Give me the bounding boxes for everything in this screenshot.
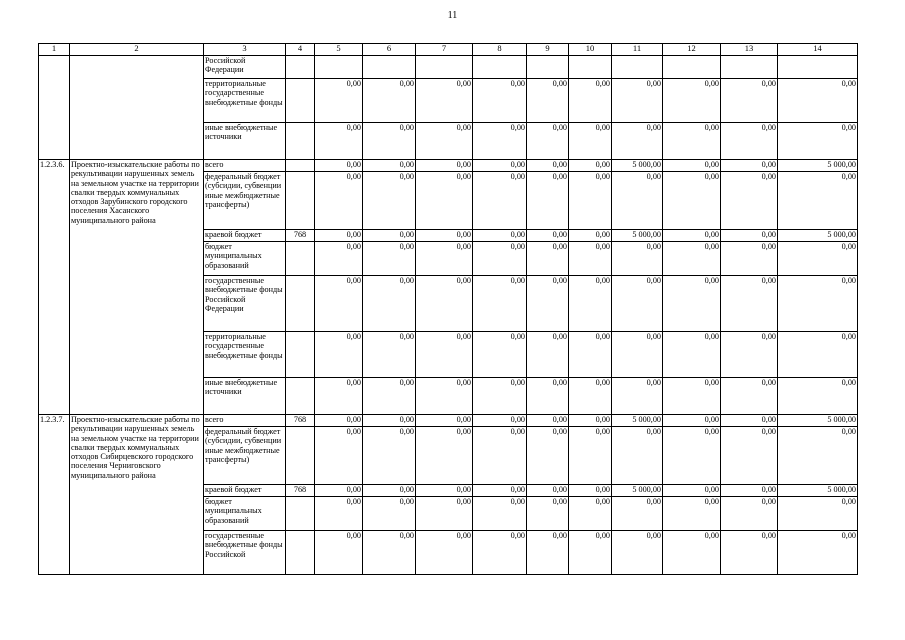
value-cell: 5 000,00 [778,485,858,497]
item-code-cell: 1.2.3.7. [39,415,70,575]
value-cell: 0,00 [663,160,721,172]
value-cell: 5 000,00 [612,485,663,497]
kbk-cell [286,378,315,415]
value-cell: 0,00 [663,485,721,497]
value-cell: 0,00 [473,332,527,378]
value-cell: 0,00 [363,485,416,497]
budget-table [38,43,858,575]
value-cell: 0,00 [527,79,569,123]
value-cell: 0,00 [527,172,569,230]
value-cell: 0,00 [778,276,858,332]
kbk-cell: 768 [286,230,315,242]
value-cell: 0,00 [416,242,473,276]
funding-source-cell: краевой бюджет [204,230,286,242]
value-cell: 0,00 [778,378,858,415]
value-cell: 0,00 [527,415,569,427]
value-cell: 0,00 [569,242,612,276]
value-cell: 0,00 [363,123,416,160]
value-cell: 0,00 [778,497,858,531]
value-cell: 0,00 [416,79,473,123]
value-cell: 0,00 [315,79,363,123]
value-cell: 0,00 [612,79,663,123]
value-cell: 0,00 [363,230,416,242]
funding-source-cell: всего [204,160,286,172]
value-cell: 0,00 [612,497,663,531]
funding-source-cell: иные внебюджетные источники [204,123,286,160]
value-cell: 0,00 [473,242,527,276]
value-cell [612,56,663,79]
kbk-cell [286,276,315,332]
value-cell: 0,00 [721,531,778,575]
value-cell: 0,00 [721,79,778,123]
value-cell: 0,00 [569,160,612,172]
value-cell: 5 000,00 [612,160,663,172]
value-cell [315,56,363,79]
value-cell: 0,00 [527,276,569,332]
value-cell: 5 000,00 [612,230,663,242]
value-cell: 0,00 [663,276,721,332]
value-cell: 0,00 [363,415,416,427]
funding-source-cell: бюджет муниципальных образований [204,242,286,276]
value-cell: 0,00 [663,172,721,230]
table-row [39,160,858,172]
value-cell: 0,00 [315,415,363,427]
value-cell: 0,00 [363,332,416,378]
funding-source-cell: государственные внебюджетные фонды Российской [204,531,286,575]
value-cell: 0,00 [569,427,612,485]
column-header: 3 [204,44,286,56]
value-cell: 0,00 [612,242,663,276]
kbk-cell [286,160,315,172]
value-cell: 0,00 [527,160,569,172]
value-cell: 0,00 [527,497,569,531]
column-header: 4 [286,44,315,56]
value-cell: 0,00 [416,160,473,172]
value-cell: 0,00 [612,172,663,230]
value-cell: 0,00 [416,497,473,531]
value-cell: 0,00 [663,332,721,378]
item-description-cell: Проектно-изыскательские работы по рекультивации нарушенных земель на земельном участке на территории свалки твердых коммунальных отходов Зарубинского городского поселения Хасанского муниципального района [70,160,204,415]
value-cell: 0,00 [315,123,363,160]
kbk-cell [286,56,315,79]
value-cell: 0,00 [569,531,612,575]
value-cell: 0,00 [721,415,778,427]
value-cell: 0,00 [721,427,778,485]
funding-source-cell: краевой бюджет [204,485,286,497]
kbk-cell [286,242,315,276]
table-row [39,415,858,427]
value-cell: 0,00 [416,378,473,415]
value-cell: 0,00 [416,123,473,160]
column-header: 6 [363,44,416,56]
funding-source-cell: федеральный бюджет (субсидии, субвенции иные межбюджетные трансферты) [204,172,286,230]
value-cell: 0,00 [663,79,721,123]
value-cell [778,56,858,79]
value-cell: 0,00 [363,276,416,332]
value-cell: 0,00 [663,230,721,242]
value-cell: 0,00 [612,531,663,575]
value-cell: 0,00 [315,160,363,172]
value-cell: 5 000,00 [778,160,858,172]
value-cell: 0,00 [569,485,612,497]
item-description-cell [70,56,204,160]
column-number-row [39,44,858,56]
value-cell: 0,00 [663,378,721,415]
value-cell: 0,00 [612,427,663,485]
value-cell: 0,00 [569,230,612,242]
column-header: 2 [70,44,204,56]
value-cell: 0,00 [527,531,569,575]
funding-source-cell: территориальные государственные внебюджетные фонды [204,332,286,378]
value-cell: 0,00 [473,230,527,242]
value-cell: 0,00 [663,531,721,575]
value-cell: 0,00 [363,242,416,276]
value-cell: 0,00 [721,485,778,497]
value-cell [569,56,612,79]
value-cell: 0,00 [473,378,527,415]
value-cell: 0,00 [721,497,778,531]
value-cell: 0,00 [569,123,612,160]
value-cell: 0,00 [473,276,527,332]
value-cell: 0,00 [473,427,527,485]
value-cell: 0,00 [315,531,363,575]
column-header: 8 [473,44,527,56]
value-cell: 0,00 [315,378,363,415]
value-cell: 0,00 [612,378,663,415]
value-cell: 0,00 [473,79,527,123]
value-cell [363,56,416,79]
value-cell [663,56,721,79]
kbk-cell [286,531,315,575]
value-cell: 0,00 [612,276,663,332]
value-cell [527,56,569,79]
page-number: 11 [447,10,458,21]
value-cell: 5 000,00 [778,415,858,427]
value-cell: 0,00 [527,332,569,378]
value-cell: 0,00 [663,415,721,427]
value-cell: 0,00 [663,123,721,160]
kbk-cell [286,332,315,378]
value-cell: 0,00 [527,242,569,276]
value-cell: 0,00 [721,242,778,276]
value-cell: 0,00 [663,427,721,485]
value-cell: 0,00 [315,230,363,242]
kbk-cell: 768 [286,485,315,497]
value-cell: 0,00 [363,427,416,485]
value-cell: 0,00 [416,230,473,242]
value-cell: 0,00 [416,332,473,378]
value-cell: 0,00 [473,123,527,160]
value-cell: 0,00 [363,160,416,172]
value-cell: 0,00 [416,485,473,497]
value-cell: 0,00 [363,172,416,230]
value-cell: 0,00 [778,531,858,575]
funding-source-cell: иные внебюджетные источники [204,378,286,415]
column-header: 1 [39,44,70,56]
funding-source-cell: Российской Федерации [204,56,286,79]
kbk-cell [286,497,315,531]
value-cell: 0,00 [778,172,858,230]
item-code-cell: 1.2.3.6. [39,160,70,415]
value-cell: 0,00 [721,332,778,378]
funding-source-cell: государственные внебюджетные фонды Российской Федерации [204,276,286,332]
value-cell: 0,00 [663,497,721,531]
value-cell: 0,00 [527,230,569,242]
value-cell: 0,00 [473,160,527,172]
value-cell: 0,00 [315,497,363,531]
column-header: 10 [569,44,612,56]
funding-source-cell: бюджет муниципальных образований [204,497,286,531]
value-cell: 0,00 [473,497,527,531]
column-header: 5 [315,44,363,56]
table-body [39,56,858,575]
column-header: 11 [612,44,663,56]
funding-source-cell: территориальные государственные внебюджетные фонды [204,79,286,123]
column-header: 12 [663,44,721,56]
value-cell: 0,00 [416,172,473,230]
value-cell [473,56,527,79]
value-cell: 0,00 [569,378,612,415]
column-header: 7 [416,44,473,56]
column-header: 13 [721,44,778,56]
value-cell: 0,00 [527,427,569,485]
value-cell: 0,00 [778,123,858,160]
value-cell: 0,00 [527,378,569,415]
value-cell: 0,00 [721,123,778,160]
value-cell: 0,00 [663,242,721,276]
value-cell: 0,00 [315,485,363,497]
value-cell: 0,00 [416,415,473,427]
value-cell: 0,00 [778,242,858,276]
value-cell: 0,00 [473,172,527,230]
value-cell: 0,00 [416,427,473,485]
funding-source-cell: всего [204,415,286,427]
value-cell: 5 000,00 [612,415,663,427]
value-cell: 0,00 [416,276,473,332]
value-cell: 5 000,00 [778,230,858,242]
item-description-cell: Проектно-изыскательские работы по рекультивации нарушенных земель на земельном участке на территории свалки твердых коммунальных отходов Сибирцевского городского поселения Черниговского муниципального района [70,415,204,575]
value-cell: 0,00 [778,79,858,123]
value-cell: 0,00 [721,160,778,172]
value-cell: 0,00 [363,531,416,575]
value-cell: 0,00 [527,485,569,497]
value-cell: 0,00 [569,79,612,123]
value-cell [721,56,778,79]
value-cell: 0,00 [473,485,527,497]
kbk-cell [286,123,315,160]
value-cell [416,56,473,79]
value-cell: 0,00 [569,332,612,378]
value-cell: 0,00 [569,415,612,427]
value-cell: 0,00 [315,276,363,332]
value-cell: 0,00 [315,172,363,230]
funding-source-cell: федеральный бюджет (субсидии, субвенции иные межбюджетные трансферты) [204,427,286,485]
value-cell: 0,00 [721,276,778,332]
value-cell: 0,00 [527,123,569,160]
value-cell: 0,00 [473,415,527,427]
value-cell: 0,00 [721,378,778,415]
table-row [39,56,858,79]
value-cell: 0,00 [612,332,663,378]
kbk-cell: 768 [286,415,315,427]
value-cell: 0,00 [363,378,416,415]
value-cell: 0,00 [778,332,858,378]
item-code-cell [39,56,70,160]
value-cell: 0,00 [569,497,612,531]
value-cell: 0,00 [315,427,363,485]
column-header: 14 [778,44,858,56]
value-cell: 0,00 [569,172,612,230]
value-cell: 0,00 [363,497,416,531]
value-cell: 0,00 [416,531,473,575]
value-cell: 0,00 [612,123,663,160]
value-cell: 0,00 [778,427,858,485]
value-cell: 0,00 [315,242,363,276]
kbk-cell [286,427,315,485]
value-cell: 0,00 [721,172,778,230]
value-cell: 0,00 [721,230,778,242]
value-cell: 0,00 [473,531,527,575]
value-cell: 0,00 [315,332,363,378]
column-header: 9 [527,44,569,56]
value-cell: 0,00 [363,79,416,123]
value-cell: 0,00 [569,276,612,332]
kbk-cell [286,79,315,123]
kbk-cell [286,172,315,230]
